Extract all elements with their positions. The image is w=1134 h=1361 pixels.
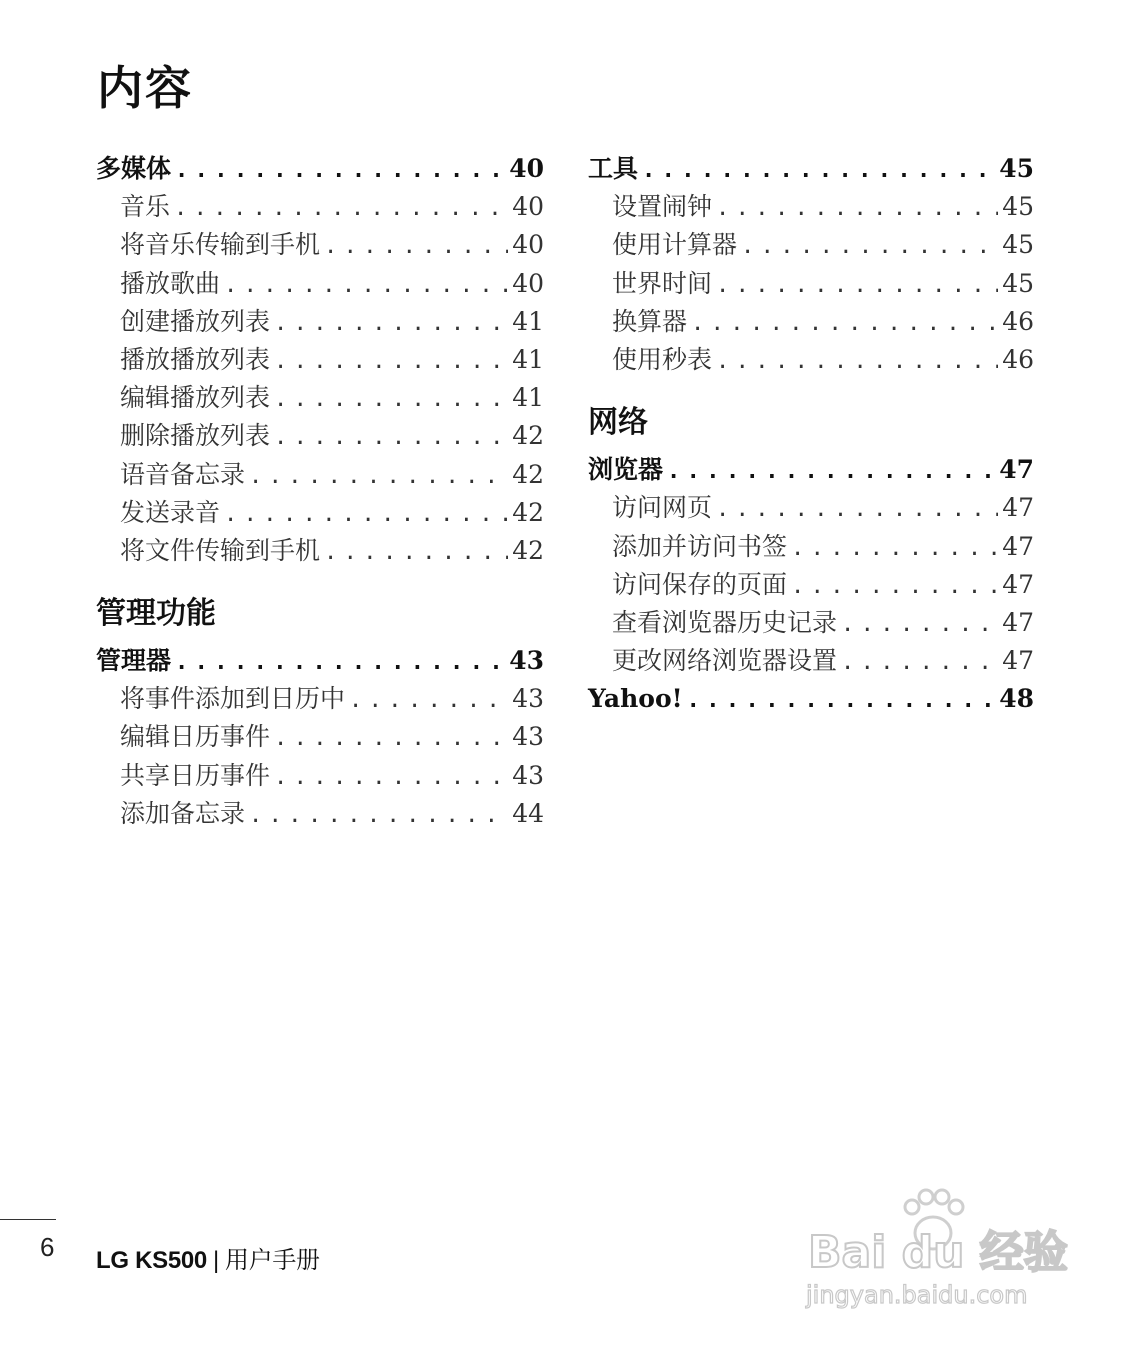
toc-entry-sub[interactable] <box>588 530 1034 568</box>
toc-entry-label: 管理器 <box>96 646 172 676</box>
toc-entry-page: 47 <box>1002 493 1034 523</box>
toc-dot-leader <box>249 460 508 494</box>
toc-entry-sub[interactable] <box>96 419 544 457</box>
footer-manual-label: 用户手册 <box>224 1247 320 1274</box>
toc-entry-label: 访问保存的页面 <box>612 569 788 599</box>
toc-entry-label: 更改网络浏览器设置 <box>612 646 838 676</box>
toc-entry-label: 播放播放列表 <box>120 344 271 374</box>
toc-entry-label: 将事件添加到日历中 <box>120 684 346 714</box>
toc-entry-page: 45 <box>999 154 1034 183</box>
footer-separator: | <box>212 1247 219 1274</box>
toc-entry-label: 创建播放列表 <box>120 306 271 336</box>
toc-dot-leader <box>716 192 998 226</box>
toc-entry-sub[interactable] <box>96 228 544 266</box>
toc-entry-sub[interactable] <box>96 534 544 572</box>
toc-entry-page: 47 <box>1002 531 1034 561</box>
toc-entry-label: 工具 <box>588 154 639 183</box>
toc-dot-leader <box>642 154 995 188</box>
toc-entry-page: 43 <box>512 722 544 752</box>
toc-dot-leader <box>791 532 998 566</box>
toc-entry-page: 46 <box>1002 344 1034 374</box>
toc-entry-sub[interactable] <box>96 305 544 343</box>
toc-entry-page: 47 <box>1002 646 1034 676</box>
toc-entry-sub[interactable] <box>588 644 1034 682</box>
toc-entry-label: 查看浏览器历史记录 <box>612 607 838 637</box>
toc-dot-leader <box>841 646 998 680</box>
toc-entry-label: 浏览器 <box>588 455 664 485</box>
toc-dot-leader <box>224 498 508 532</box>
toc-dot-leader <box>687 684 996 718</box>
toc-dot-leader <box>667 455 995 489</box>
toc-dot-leader <box>274 307 508 341</box>
toc-entry-page: 44 <box>512 798 544 828</box>
toc-entry-page: 40 <box>512 192 544 222</box>
toc-dot-leader <box>274 383 508 417</box>
toc-entry-main[interactable] <box>96 152 544 190</box>
toc-dot-leader <box>174 192 508 226</box>
toc-dot-leader <box>716 269 998 303</box>
toc-left-column <box>96 152 544 835</box>
toc-entry-page: 42 <box>512 421 544 451</box>
toc-entry-page: 40 <box>512 230 544 260</box>
toc-entry-page: 48 <box>999 684 1034 714</box>
toc-entry-sub[interactable] <box>96 496 544 534</box>
toc-entry-sub[interactable] <box>588 190 1034 228</box>
toc-entry-label: 换算器 <box>612 306 688 336</box>
toc-entry-sub[interactable] <box>96 190 544 228</box>
toc-entry-label: 多媒体 <box>96 154 172 183</box>
toc-entry-label: 编辑播放列表 <box>120 383 271 413</box>
toc-entry-label: 添加并访问书签 <box>612 531 788 561</box>
toc-entry-label: 播放歌曲 <box>120 268 221 298</box>
toc-entry-sub[interactable] <box>96 458 544 496</box>
toc-dot-leader <box>349 684 508 718</box>
toc-entry-page: 40 <box>509 154 544 183</box>
toc-entry-main[interactable] <box>96 644 544 682</box>
toc-dot-leader <box>716 493 998 527</box>
toc-dot-leader <box>716 345 998 379</box>
toc-entry-main[interactable] <box>588 453 1034 491</box>
toc-entry-page: 46 <box>1002 306 1034 336</box>
toc-entry-label: Yahoo! <box>588 684 683 714</box>
toc-dot-leader <box>175 646 505 680</box>
toc-entry-page: 42 <box>512 497 544 527</box>
toc-entry-page: 47 <box>999 455 1034 485</box>
toc-entry-page: 47 <box>1002 607 1034 637</box>
section-heading: 网络 <box>588 405 648 441</box>
toc-entry-sub[interactable] <box>96 343 544 381</box>
toc-dot-leader <box>224 269 508 303</box>
toc-dot-leader <box>274 421 508 455</box>
toc-entry-main[interactable] <box>588 682 1034 720</box>
toc-entry-page: 45 <box>1002 268 1034 298</box>
toc-entry-label: 发送录音 <box>120 497 221 527</box>
toc-entry-page: 41 <box>512 383 544 413</box>
toc-entry-sub[interactable] <box>588 491 1034 529</box>
toc-entry-page: 43 <box>512 684 544 714</box>
toc-entry-sub[interactable] <box>96 267 544 305</box>
toc-entry-label: 世界时间 <box>612 268 713 298</box>
toc-entry-sub[interactable] <box>588 606 1034 644</box>
footer-brand: LG KS500 <box>96 1247 207 1274</box>
toc-entry-sub[interactable] <box>96 720 544 758</box>
toc-entry-label: 删除播放列表 <box>120 421 271 451</box>
watermark-url: jingyan.baidu.com <box>806 1281 1028 1309</box>
toc-entry-page: 45 <box>1002 192 1034 222</box>
toc-entry-sub[interactable] <box>96 682 544 720</box>
toc-entry-page: 41 <box>512 306 544 336</box>
toc-entry-label: 将文件传输到手机 <box>120 535 321 565</box>
toc-entry-label: 语音备忘录 <box>120 459 246 489</box>
footer-label <box>96 1240 320 1275</box>
toc-dot-leader <box>324 536 508 570</box>
watermark-brand-text: Bai du 经验 <box>808 1227 1068 1278</box>
toc-entry-label: 使用秒表 <box>612 344 713 374</box>
section-heading: 管理功能 <box>96 596 216 632</box>
toc-entry-sub[interactable] <box>96 759 544 797</box>
toc-entry-main[interactable] <box>588 152 1034 190</box>
toc-entry-page: 42 <box>512 535 544 565</box>
toc-entry-label: 编辑日历事件 <box>120 722 271 752</box>
toc-entry-sub[interactable] <box>588 343 1034 381</box>
toc-entry-page: 43 <box>509 646 544 676</box>
toc-entry-page: 42 <box>512 459 544 489</box>
toc-dot-leader <box>274 761 508 795</box>
toc-entry-label: 将音乐传输到手机 <box>120 230 321 260</box>
toc-dot-leader <box>274 345 508 379</box>
toc-entry-sub[interactable] <box>96 381 544 419</box>
toc-entry-sub[interactable] <box>588 267 1034 305</box>
page-number: 6 <box>40 1232 55 1262</box>
page-title: 内容 <box>97 61 193 115</box>
toc-entry-page: 45 <box>1002 230 1034 260</box>
toc-entry-page: 41 <box>512 344 544 374</box>
baidu-jingyan-watermark <box>800 1185 1080 1315</box>
toc-entry-label: 访问网页 <box>612 493 713 523</box>
toc-entry-label: 共享日历事件 <box>120 760 271 790</box>
toc-dot-leader <box>274 722 508 756</box>
toc-entry-page: 47 <box>1002 569 1034 599</box>
toc-dot-leader <box>791 570 998 604</box>
toc-dot-leader <box>175 154 505 188</box>
toc-right-column <box>588 152 1034 720</box>
footer-divider <box>0 1219 56 1220</box>
toc-dot-leader <box>841 608 998 642</box>
toc-entry-label: 设置闹钟 <box>612 192 713 222</box>
toc-entry-label: 使用计算器 <box>612 230 738 260</box>
toc-entry-sub[interactable] <box>96 797 544 835</box>
toc-entry-label: 音乐 <box>120 192 171 222</box>
toc-entry-sub[interactable] <box>588 305 1034 343</box>
toc-dot-leader <box>741 230 998 264</box>
toc-dot-leader <box>324 230 508 264</box>
toc-entry-page: 43 <box>512 760 544 790</box>
toc-dot-leader <box>691 307 998 341</box>
toc-entry-page: 40 <box>512 268 544 298</box>
toc-entry-label: 添加备忘录 <box>120 798 246 828</box>
toc-entry-sub[interactable] <box>588 228 1034 266</box>
toc-dot-leader <box>249 799 508 833</box>
toc-entry-sub[interactable] <box>588 568 1034 606</box>
